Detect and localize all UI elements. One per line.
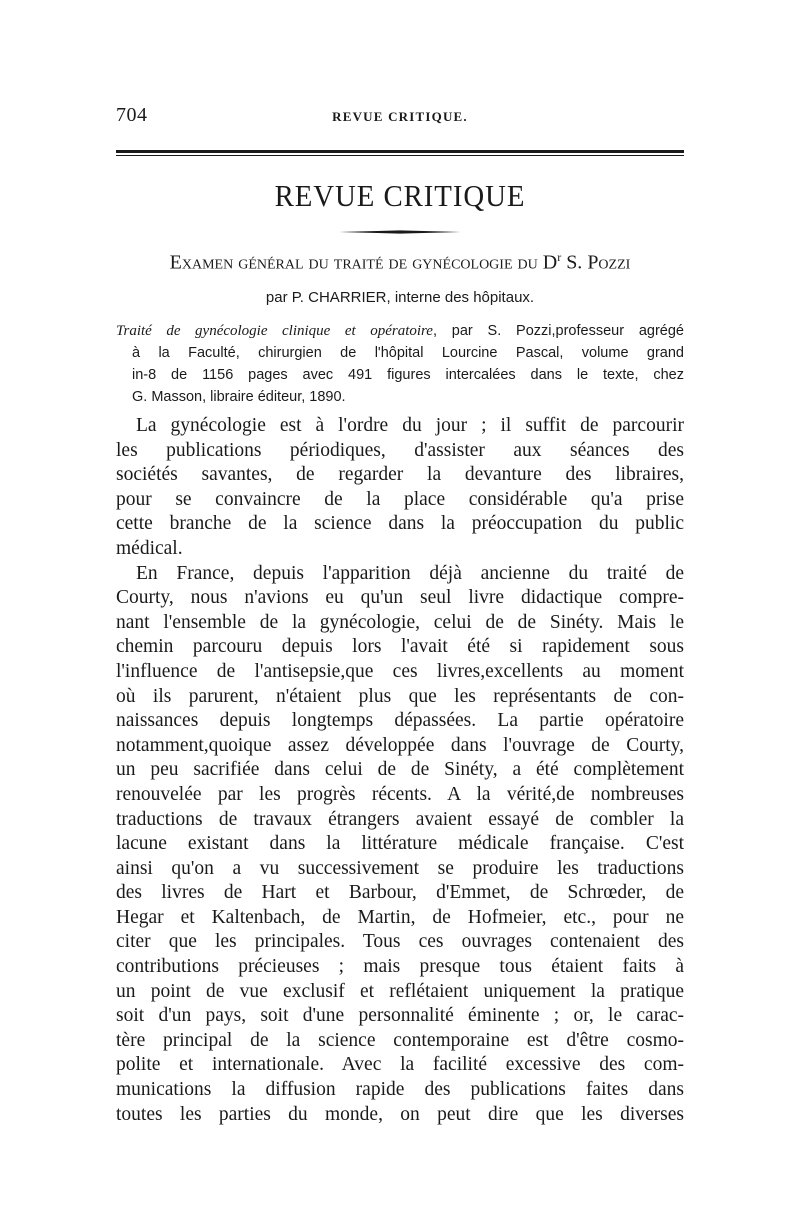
text-line: contributions précieuses ; mais presque tous étaient faits à: [116, 956, 684, 978]
title-ornament-rule: [339, 230, 461, 234]
text-line: un point de vue exclusif et reflétaient uniquement la pratique: [116, 980, 684, 1002]
text-line: où ils parurent, n'étaient plus que les représentants de con-: [116, 685, 684, 707]
text-line: citer que les principales. Tous ces ouvrages contenaient des: [116, 931, 684, 953]
text-line: naissances depuis longtemps dépassées. La partie opératoire: [116, 710, 684, 732]
text-line: les publications périodiques, d'assister aux séances des: [116, 439, 684, 461]
text-line: soit d'un pays, soit d'une personnalité éminente ; or, le carac-: [116, 1005, 684, 1027]
body-text: [116, 414, 684, 1127]
reference-line: , par S. Pozzi,professeur agrégé: [432, 323, 684, 339]
reference-line: in-8 de 1156 pages avec 491 figures intercalées dans le texte, chez: [132, 367, 684, 383]
text-line: lacune existant dans la littérature médicale française. C'est: [116, 833, 684, 855]
text-line: polite et internationale. Avec la facilité excessive des com-: [116, 1054, 684, 1076]
text-line: En France, depuis l'apparition déjà ancienne du traité de: [136, 562, 684, 584]
bibliographic-reference: [116, 320, 684, 408]
reference-line: G. Masson, libraire éditeur, 1890.: [132, 389, 346, 405]
article-title-author-name: Pozzi: [587, 251, 631, 274]
section-title: REVUE CRITIQUE: [274, 178, 526, 213]
text-line: ainsi qu'on a vu successivement se produire les traductions: [116, 857, 684, 879]
reference-line: à la Faculté, chirurgien de l'hôpital Lourcine Pascal, volume grand: [132, 345, 684, 361]
article-title-author: S.: [561, 251, 588, 274]
article-title: [116, 250, 684, 275]
text-line: Courty, nous n'avions eu qu'un seul livre didactique compre-: [116, 587, 684, 609]
text-line: nant l'ensemble de la gynécologie, celui de de Sinéty. Mais le: [116, 611, 684, 633]
text-line: médical.: [116, 537, 183, 559]
text-line: cette branche de la science dans la préoccupation du public: [116, 513, 684, 535]
text-line: des livres de Hart et Barbour, d'Emmet, de Schrœder, de: [116, 882, 684, 904]
text-line: l'influence de l'antisepsie,que ces livres,excellents au moment: [116, 660, 684, 682]
article-title-lead: Examen général du traité de gynécologie du: [169, 251, 543, 274]
page-number: 704: [116, 104, 148, 126]
article-title-dr: D: [542, 251, 558, 274]
header-rule-thin: [116, 155, 684, 156]
text-line: Hegar et Kaltenbach, de Martin, de Hofmeier, etc., pour ne: [116, 906, 684, 928]
text-line: chemin parcouru depuis lors l'avait été si rapidement sous: [116, 636, 684, 658]
header-rule-thick: [116, 150, 684, 153]
text-line: un peu sacrifiée dans celui de de Sinéty, a été complètement: [116, 759, 684, 781]
reference-work-title: Traité de gynécologie clinique et opératoire: [116, 323, 433, 339]
byline: par P. CHARRIER, interne des hôpitaux.: [265, 289, 535, 306]
article-title-dr-sup: r: [557, 250, 562, 264]
running-header: [116, 104, 684, 132]
text-line: munications la diffusion rapide des publications faites dans: [116, 1079, 684, 1101]
text-line: toutes les parties du monde, on peut dire que les diverses: [116, 1103, 684, 1125]
text-line: traductions de travaux étrangers avaient essayé de combler la: [116, 808, 684, 830]
running-title: REVUE CRITIQUE.: [332, 109, 468, 124]
text-line: notamment,quoique assez développée dans l'ouvrage de Courty,: [116, 734, 684, 756]
text-line: pour se convaincre de la place considérable qu'a prise: [116, 488, 684, 510]
text-line: La gynécologie est à l'ordre du jour ; il suffit de parcourir: [136, 415, 684, 436]
text-line: tère principal de la science contemporaine est d'être cosmo-: [116, 1029, 684, 1051]
text-line: sociétés savantes, de regarder la devanture des libraires,: [116, 464, 684, 486]
text-line: renouvelée par les progrès récents. A la vérité,de nombreuses: [116, 783, 684, 805]
